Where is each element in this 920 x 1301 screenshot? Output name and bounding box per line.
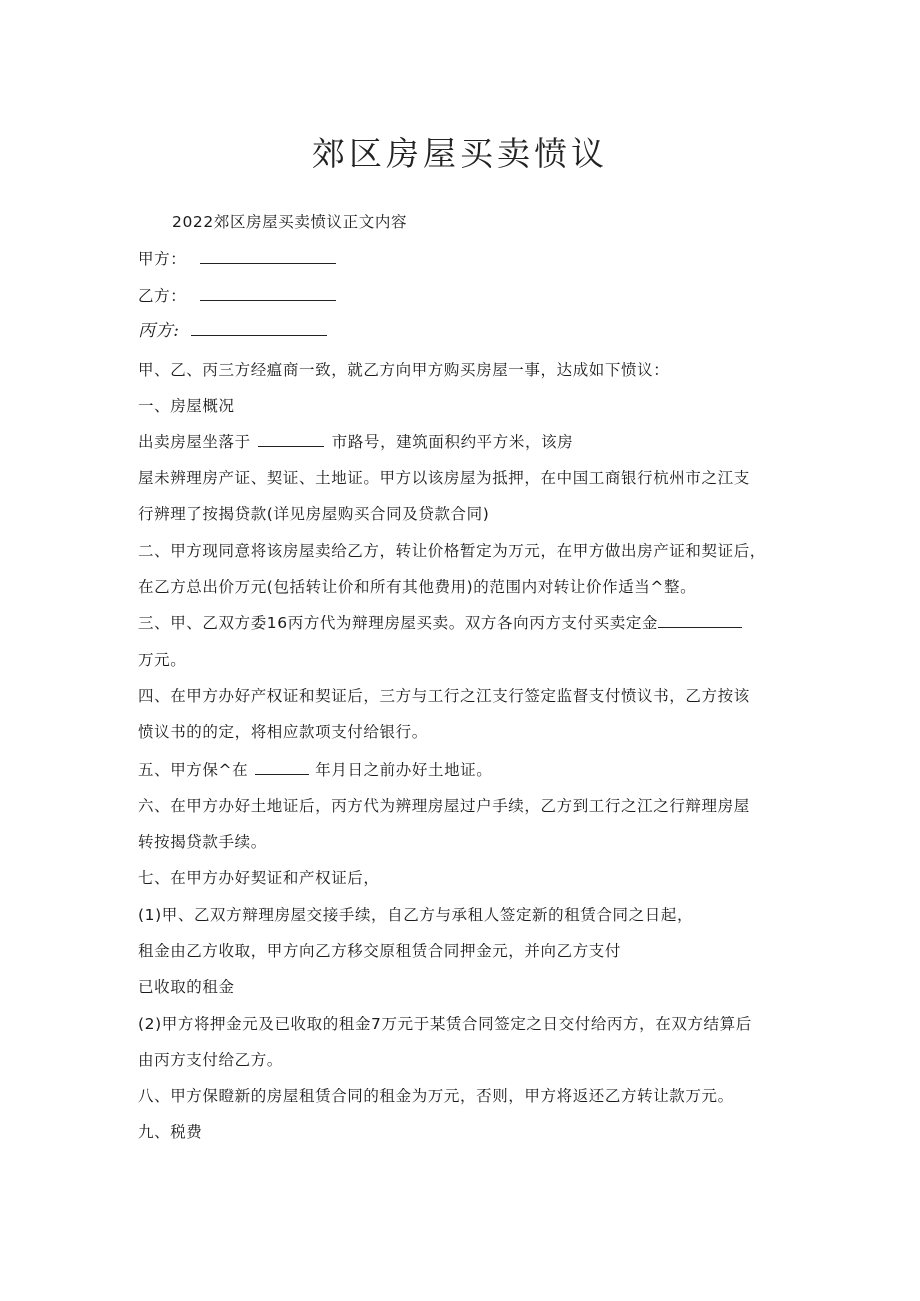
section-9-heading: 九、税费	[138, 1123, 203, 1141]
party-b-blank	[200, 286, 336, 301]
section-3-line-2: 万元。	[138, 651, 187, 669]
section-1-line-3: 行辨理了按揭贷款(详见房屋购买合同及贷款合同)	[138, 505, 490, 523]
party-c-label: 丙方:	[138, 321, 180, 341]
deposit-blank	[658, 613, 742, 628]
section-8-line: 八、甲方保瞪新的房屋租赁合同的租金为万元，否则，甲方将返还乙方转让款万元。	[138, 1087, 734, 1105]
date-blank	[255, 760, 309, 775]
section-4-line-1: 四、在甲方办好产权证和契证后，三方与工行之江支行签定监督支付愤议书，乙方按该	[138, 687, 750, 705]
section-6-line-2: 转按揭贷款手续。	[138, 833, 267, 851]
party-a-blank	[200, 249, 336, 264]
section-2-line-1: 二、甲方现同意将该房屋卖给乙方，转让价格暂定为万元，在甲方做出房产证和契证后，	[138, 542, 766, 560]
section-5-text-a: 五、甲方保^在	[138, 761, 249, 779]
party-b-line	[138, 285, 336, 307]
party-b-label: 乙方：	[138, 287, 187, 305]
section-1-heading: 一、房屋概况	[138, 397, 235, 415]
section-4-line-2: 愤议书的的定，将相应款项支付给银行。	[138, 723, 428, 741]
section-1-line-2: 屋未辨理房产证、契证、土地证。甲方以该房屋为抵押，在中国工商银行杭州市之江支	[138, 469, 750, 487]
section-7-item-1-line-2: 租金由乙方收取，甲方向乙方移交原租赁合同押金元，并向乙方支付	[138, 942, 622, 960]
location-rest: 市路号，建筑面积约平方米，该房	[331, 433, 574, 451]
document-title: 郊区房屋买卖愤议	[312, 134, 608, 173]
subtitle: 2022郊区房屋买卖愤议正文内容	[172, 213, 408, 231]
section-7-item-2-line-1: (2)甲方将押金元及已收取的租金7万元于某赁合同签定之日交付给丙方，在双方结算后	[138, 1015, 752, 1033]
section-1-line-1	[138, 431, 573, 453]
location-blank	[258, 432, 324, 447]
section-3-line-1	[138, 612, 742, 634]
section-7-item-1-line-1: (1)甲、乙双方辩理房屋交接手续，自乙方与承租人签定新的租赁合同之日起，	[138, 906, 694, 924]
party-a-line	[138, 248, 336, 270]
location-label: 出卖房屋坐落于	[138, 433, 251, 451]
party-a-label: 甲方：	[138, 250, 187, 268]
section-7-item-2-line-2: 由丙方支付给乙方。	[138, 1051, 283, 1069]
section-5-line	[138, 759, 492, 781]
section-6-line-1: 六、在甲方办好土地证后，丙方代为辨理房屋过户手续，乙方到工行之江之行辩理房屋	[138, 797, 750, 815]
section-2-line-2: 在乙方总出价万元(包括转让价和所有其他费用)的范围内对转让价作适当^整。	[138, 578, 697, 596]
section-3-text: 三、甲、乙双方委16丙方代为辩理房屋买卖。双方各向丙方支付买卖定金	[138, 614, 659, 632]
section-7-item-1-line-3: 已收取的租金	[138, 978, 235, 996]
party-c-line	[138, 320, 327, 342]
party-c-blank	[191, 321, 327, 336]
section-7-heading: 七、在甲方办好契证和产权证后，	[138, 869, 380, 887]
section-5-text-b: 年月日之前办好土地证。	[315, 761, 493, 779]
intro-paragraph: 甲、乙、丙三方经瘟商一致，就乙方向甲方购买房屋一事，达成如下愤议：	[138, 361, 670, 379]
